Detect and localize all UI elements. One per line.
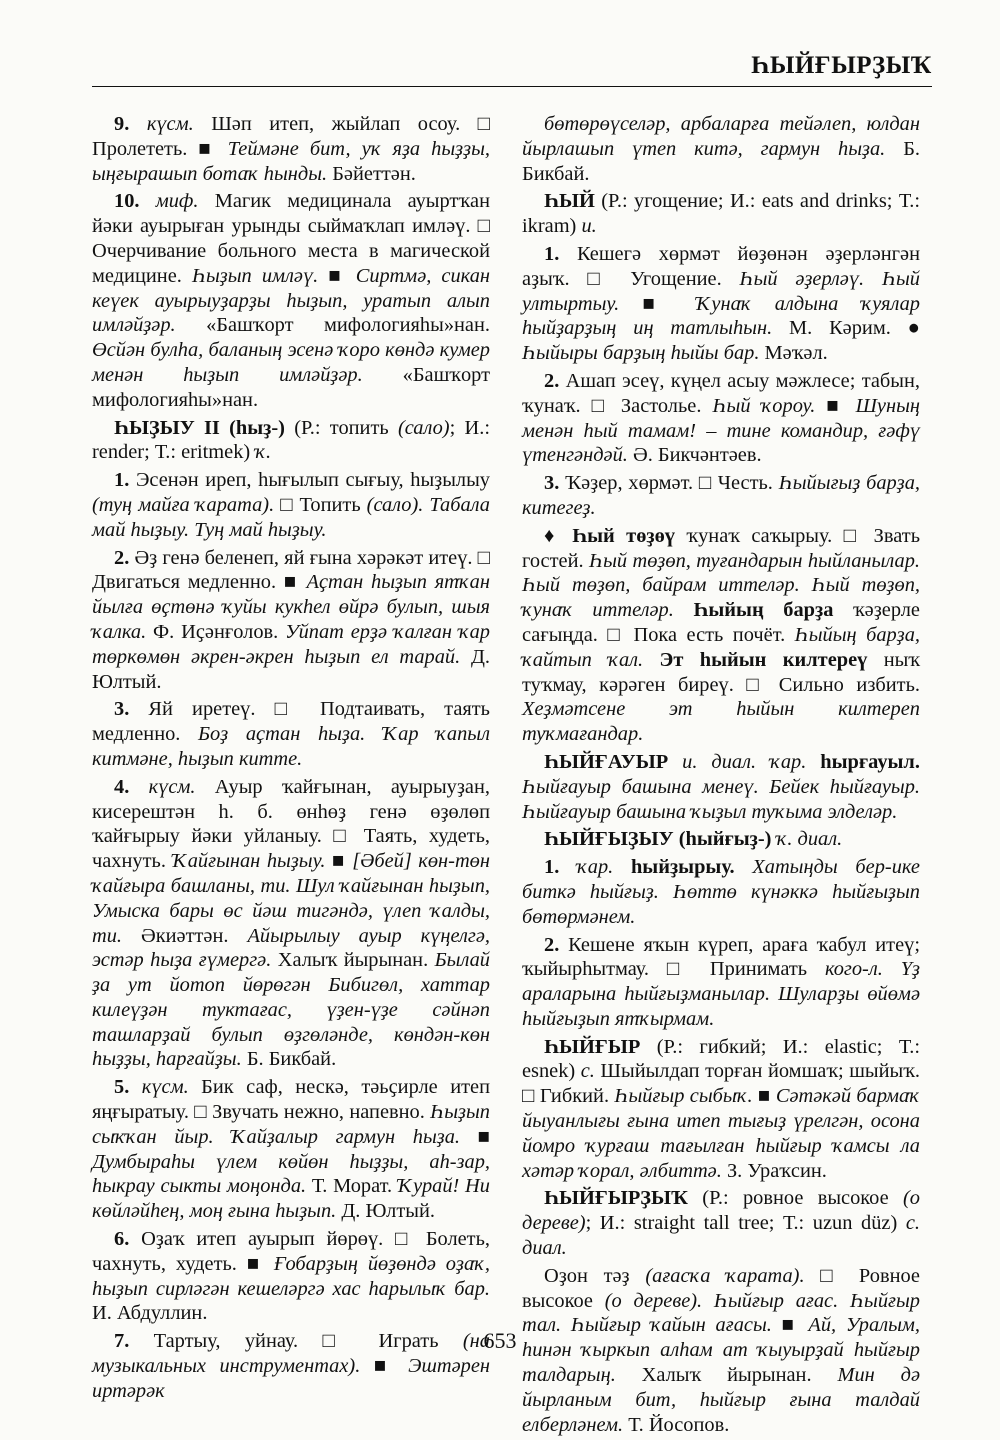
entry-paragraph: 3. Яй иретеү. □ Подтаивать, таять медленно. Боҙ аҫтан һыҙа. Ҡар ҡапыл китмәне, һыҙып китте. xyxy=(92,698,490,770)
entry-paragraph: ҺЫЙ (Р.: угощение; И.: eats and drinks; Т.: ikram) и. xyxy=(522,190,920,238)
entry-paragraph: 10. миф. Магик медицинала ауыртҡан йәки ауырыған урынды сыймаҡлап имләү. □ Очерчивание больного места в магической медицине. Һыҙып имләү. ■ Сиртмә, сикан кеүек ауырыуҙарҙы һыҙып, уратып алып имләйҙәр. «Башҡорт мифологияһы»нан. Өсйән булһа, баланың эсенә ҡоро көндә кумер менән һыҙып имләйҙәр. «Башҡорт мифологияһы»нан. xyxy=(92,190,491,411)
entry-paragraph: 7. Тартыу, уйнау. □ Играть (на музыкальных инструментах). ■ Эштәрен иртәрәк xyxy=(92,1330,491,1402)
entry-paragraph: 5. күсм. Бик саф, нескә, тәьҫирле итеп яңғыратыу. □ Звучать нежно, напевно. Һыҙып сыҡҡан йыр. Ҡайҙалыр гармун һыҙа. ■ Думбыраһы үлем көйөн һыҙҙы, аһ-зар, һыкрау сыкты моңонда. Т. Морат. Ҡурай! Ни көйләйһең, моң ғына һыҙып. Д. Юлтый. xyxy=(92,1076,490,1223)
entry-paragraph: ҺЫҘЫУ II (һыҙ-) (Р.: топить (сало); И.: render; Т.: eritmek) ҡ. xyxy=(92,416,490,464)
entry-paragraph: 1. Эсенән иреп, һығылып сығыу, һыҙылыу (туң майға ҡарата). □ Топить (сало). Табала май һыҙыу. Туң май һыҙыу. xyxy=(92,469,490,541)
entry-paragraph: ҺЫЙҒЫҘЫУ (һыйғыҙ-) ҡ. диал. xyxy=(544,828,843,851)
left-column xyxy=(92,112,490,1407)
page-number: 653 xyxy=(483,1328,517,1353)
entry-paragraph: Оҙон тәҙ (ағасҡа ҡарата). □ Ровное высокое (о дереве). Һыйғыр ағас. Һыйғыр тал. Һыйғыр ҡайын ағасы. ■ Ай, Уралым, һинән ҡыркып алһам ат ҡыуырҙай һыйғыр талдарың. Халыҡ йырынан. Мин дә йырланым бит, һыйғыр ғына талдай елберләнем. Т. Йосопов. xyxy=(522,1264,921,1436)
entry-paragraph: 4. күсм. Ауыр ҡайғынан, ауырыуҙан, кисерештән һ. б. өнһөҙ генә өҙөлөп ҡайғырыу йәки уйланыу. □ Таять, худеть, чахнуть. Ҡайғынан һыҙыу. ■ [Әбей] көн-төн ҡайғыра башланы, ти. Шул ҡайғынан һыҙып, Умыска бары өс йәш тигәндә, үлеп ҡалды, ти. Әкиәттән. Айырылыу ауыр күңелгә, эстәр һыҙа ғүмергә. Халыҡ йырынан. Былай ҙа ут йотоп йөрөгән Бибигөл, хаттар килеүҙән туктағас, үҙен-үҙе сәйнәп ташларҙай булып өҙгөләнде, көндән-көн һыҙҙы, һарғайҙы. Б. Бикбай. xyxy=(92,775,490,1071)
right-column xyxy=(522,112,920,1440)
entry-paragraph: 2. Ашап эсеү, күңел асыу мәжлесе; табын, ҡунаҡ. □ Застолье. Һый ҡороу. ■ Шуның менән һый тамам! – тине командир, ғәфү үтенгәндәй. Ә. Бикчәнтәев. xyxy=(522,369,920,467)
entry-paragraph: 9. күсм. Шәп итеп, жыйлап осоу. □ Пролететь. ■ Теймәне бит, уҡ яҙа һыҙҙы, ыңғырашып ботаҡ һынды. Бәйеттән. xyxy=(92,113,490,185)
entry-paragraph: 1. ҡар. һыйҙырыу. Хатыңды бер-ике биткә һыйғыҙ. Һөттө күнәккә һыйғыҙып бөтөрмәнем. xyxy=(522,856,920,928)
running-head-title: ҺЫЙҒЫРҘЫҠ xyxy=(750,52,932,79)
entry-paragraph: ҺЫЙҒАУЫР и. диал. ҡар. һырғауыл. Һыйғауыр башына менеү. Бейек һыйғауыр. Һыйғауыр башына ҡыҙыл туҡыма элделәр. xyxy=(522,750,920,823)
entry-paragraph: ҺЫЙҒЫРҘЫҠ (Р.: ровное высокое (о дереве); И.: straight tall tree; Т.: uzun düz) с. диал. xyxy=(522,1187,920,1260)
header-rule xyxy=(92,86,932,87)
entry-paragraph: ♦ Һый төҙөү ҡунаҡ саҡырыу. □ Звать гостей. Һый төҙөп, туғандарын һыйланылар. Һый төҙөп, байрам иттеләр. Һый төҙөп, ҡунаҡ иттеләр. Һыйың барҙа ҡәҙерле сағыңда. □ Пока есть почёт. Һыйың барҙа, ҡайтып ҡал. Эт һыйын килтереү ныҡ туҡмау, кәрәген биреү. □ Сильно избить. Хеҙмәтсене эт һыйын килтереп туҡмағандар. xyxy=(522,524,920,746)
entry-paragraph: 3. Ҡәҙер, хөрмәт. □ Честь. Һыйығыҙ барҙа, китегеҙ. xyxy=(522,472,920,519)
entry-paragraph: ҺЫЙҒЫР (Р.: гибкий; И.: elastic; Т.: esnek) с. Шыйылдап торған йомшаҡ; шыйыҡ. □ Гибкий. Һыйғыр сыбыҡ. ■ Сәтәкәй бармаҡ йыуанлығы ғына итеп тығыҙ үрелгән, осона йомро ҡурғаш тағылған һыйғыр ҡамсы ла хәтәр ҡорал, әлбиттә. З. Ураҡсин. xyxy=(522,1035,920,1182)
entry-paragraph: 1. Кешегә хөрмәт йөҙөнән әҙерләнгән аҙыҡ. □ Угощение. Һый әҙерләү. Һый ултыртыу. ■ Ҡунаҡ алдына ҡуялар һыйҙарҙың иң татлыһын. М. Кәрим. ● Һыйыры барҙың һыйы бар. Мәҡәл. xyxy=(522,242,920,365)
entry-paragraph: 2. Әҙ генә беленеп, яй ғына хәрәкәт итеү. □ Двигаться медленно. ■ Аҫтан һыҙып ятҡан йылға өҫтөнә ҡуйы кукһел өйрә булып, шыя ҡалка. Ф. Иҫәнғолов. Уйпат ерҙә ҡалған ҡар төркөмөн әкрен-әкрен һыҙып ел тарай. Д. Юлтый. xyxy=(92,546,491,693)
entry-paragraph: бөтөрөүселәр, арбаларға тейәлеп, юлдан йырлашып үтеп китә, гармун һыҙа. Б. Бикбай. xyxy=(522,113,921,185)
entry-paragraph: 6. Оҙаҡ итеп ауырып йөрөү. □ Болеть, чахнуть, худеть. ■ Ғобарҙың йөҙөндә оҙаҡ, һыҙып сирләгән кешеләргә хас һарылыҡ бар. И. Абдуллин. xyxy=(92,1228,491,1325)
entry-paragraph: 2. Кешене яҡын күреп, араға ҡабул итеү; ҡыйырһытмау. □ Принимать кого-л. Үҙ араларына һыйғыҙманылар. Шуларҙы өйөмә һыйғыҙып ятҡырмам. xyxy=(522,933,921,1030)
